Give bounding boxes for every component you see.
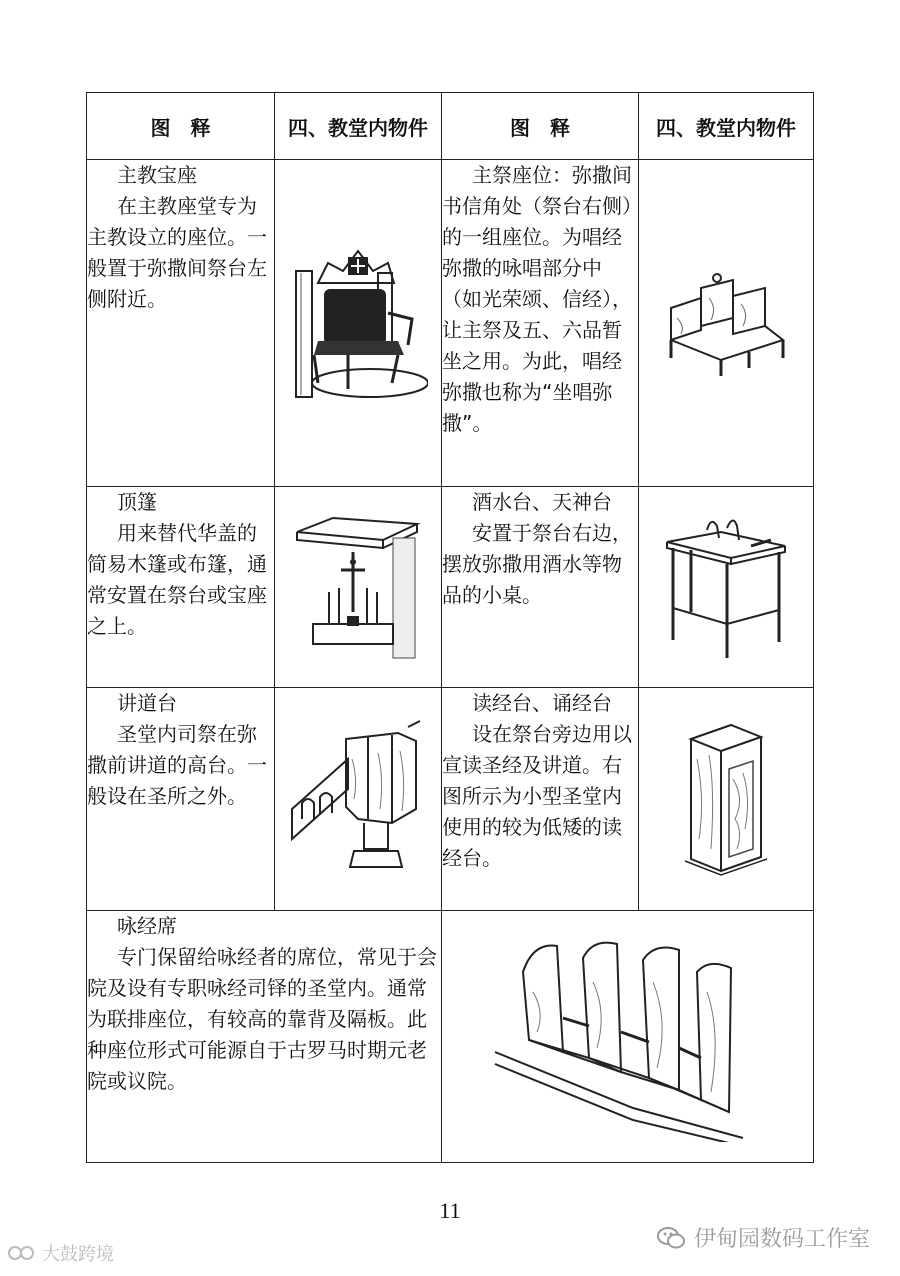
watermark-left <box>8 1240 114 1266</box>
choir-stalls-illustration <box>442 911 814 1163</box>
celebrant-seats-icon <box>661 268 791 378</box>
glossary-table <box>86 92 814 1163</box>
entry-bishop-throne <box>87 160 275 487</box>
header-col2: 四、教堂内物件 <box>275 93 442 160</box>
canopy-icon <box>293 512 423 662</box>
watermark-right <box>656 1222 870 1253</box>
watermark-left-text: 大鼓跨境 <box>42 1244 114 1265</box>
lectern-icon <box>681 719 771 879</box>
entry-term: 酒水台、天神台 <box>472 490 612 514</box>
entry-desc: 专门保留给咏经者的席位，常见于会院及设有专职咏经司铎的圣堂内。通常为联排座位，有较高的靠背及隔板。此种座位形式可能源自于古罗马时期元老院或议院。 <box>87 945 437 1093</box>
credence-table-icon <box>661 512 791 662</box>
choir-stalls-icon <box>493 932 763 1142</box>
entry-desc: 用来替代华盖的简易木篷或布篷，通常安置在祭台或宝座之上。 <box>87 521 267 638</box>
logo-icon <box>8 1244 38 1262</box>
header-col3: 图 释 <box>442 93 639 160</box>
bishop-throne-illustration <box>275 160 442 487</box>
wechat-icon <box>656 1225 686 1251</box>
entry-term: 顶篷 <box>117 490 157 514</box>
entry-desc: 设在祭台旁边用以宣读圣经及讲道。右图所示为小型圣堂内使用的较为低矮的读经台。 <box>442 722 632 870</box>
entry-desc: 安置于祭台右边，摆放弥撒用酒水等物品的小桌。 <box>442 521 632 607</box>
entry-canopy <box>87 487 275 688</box>
watermark-right-text: 伊甸园数码工作室 <box>693 1227 870 1252</box>
credence-table-illustration <box>639 487 814 688</box>
header-col4: 四、教堂内物件 <box>639 93 814 160</box>
pulpit-icon <box>288 719 428 879</box>
bishop-throne-icon <box>288 243 428 403</box>
header-row <box>87 93 814 160</box>
entry-choir-stalls <box>87 911 442 1163</box>
canopy-illustration <box>275 487 442 688</box>
entry-celebrant-seats <box>442 160 639 487</box>
lectern-illustration <box>639 688 814 911</box>
entry-desc: 在主教座堂专为主教设立的座位。一般置于弥撒间祭台左侧附近。 <box>87 194 267 311</box>
table-row <box>87 160 814 487</box>
table-row <box>87 911 814 1163</box>
entry-credence-table <box>442 487 639 688</box>
entry-term: 主教宝座 <box>117 163 197 187</box>
entry-desc: 圣堂内司祭在弥撒前讲道的高台。一般设在圣所之外。 <box>87 722 267 808</box>
entry-pulpit <box>87 688 275 911</box>
entry-term: 咏经席 <box>117 914 177 938</box>
entry-desc: 主祭座位：弥撒间书信角处（祭台右侧）的一组座位。为唱经弥撒的咏唱部分中（如光荣颂、信经），让主祭及五、六品暂坐之用。为此，唱经弥撒也称为“坐唱弥撒”。 <box>442 163 632 435</box>
page-number: 11 <box>439 1198 461 1223</box>
header-col1: 图 释 <box>87 93 275 160</box>
celebrant-seats-illustration <box>639 160 814 487</box>
entry-term: 讲道台 <box>117 691 177 715</box>
table-row <box>87 487 814 688</box>
entry-term: 读经台、诵经台 <box>472 691 612 715</box>
table-row <box>87 688 814 911</box>
entry-lectern <box>442 688 639 911</box>
pulpit-illustration <box>275 688 442 911</box>
